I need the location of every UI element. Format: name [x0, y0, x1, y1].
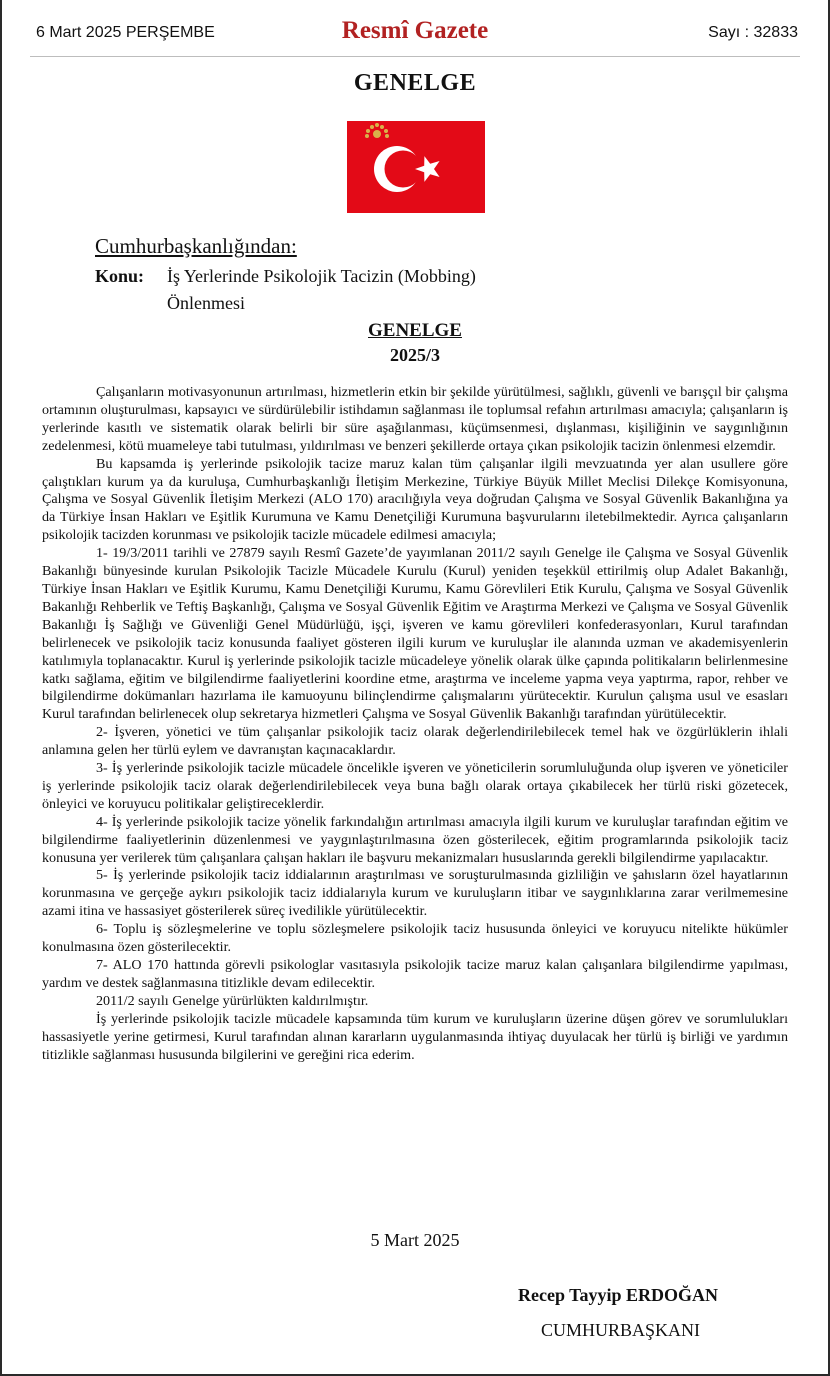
header-date: 6 Mart 2025 PERŞEMBE — [36, 24, 215, 41]
paragraph: 7- ALO 170 hattında görevli psikologlar vasıtasıyla psikolojik tacize maruz kalan çalışanlara bilgilendirme yapılması, yardım ve destek sağlanmasına titizlikle devam edilecektir. — [42, 957, 788, 991]
issue-number: Sayı : 32833 — [708, 24, 798, 41]
paragraph: Bu kapsamda iş yerlerinde psikolojik tacize maruz kalan tüm çalışanlar ilgili mevzuatında yer alan usullere göre çalıştıkları kurum ya da kuruluşa, Cumhurbaşkanlığı İletişim Merkezine, Türkiye Büyük Millet Meclisi Dilekçe Komisyonuna, Çalışma ve Sosyal Güvenlik İletişim Merkezi (ALO 170) aracılığıyla veya doğrudan Çalışma ve Sosyal Güvenlik Bakanlığına ya da Türkiye İnsan Hakları ve Eşitlik Kurumuna ve Kamu Denetçiliği Kurumuna başvurularını iletebilmektedir. Ayrıca çalışanların psikolojik tacizden korunması ve psikolojik tacizle mücadele edilmesi amacıyla; — [42, 455, 788, 544]
document-type-heading: GENELGE — [353, 70, 477, 96]
subject-text: İş Yerlerinde Psikolojik Tacizin (Mobbing) Önlenmesi — [167, 266, 476, 313]
page-edge-left — [0, 0, 2, 1376]
issuer: Cumhurbaşkanlığından: — [95, 234, 297, 258]
turkish-flag-emblem — [347, 121, 485, 213]
paragraph: 2- İşveren, yönetici ve tüm çalışanlar psikolojik taciz olarak değerlendirilebilecek temel hak ve özgürlüklerin ihlali anlamına gelen her türlü eylem ve davranıştan kaçınacaklardır. — [42, 724, 788, 759]
paragraph: 6- Toplu iş sözleşmelerine ve toplu sözleşmelere psikolojik taciz hususunda önleyici ve koruyucu nitelikte hükümler konulmasına özen gösterilecektir. — [42, 921, 788, 956]
gazette-title: Resmî Gazete — [341, 17, 489, 44]
paragraph: 5- İş yerlerinde psikolojik taciz iddialarının araştırılması ve soruşturulmasında gizliliğin ve şahısların özel hayatlarının korunmasına ve gerçeğe aykırı psikolojik taciz iddialarıyla kurum ve kuruluşların itibar ve saygınlıklarına zarar verilmemesine azami itina ve hassasiyet gösterilerek süreç ivedilikle yürütülecektir. — [42, 867, 788, 920]
circular-body — [42, 384, 788, 1064]
paragraph: Çalışanların motivasyonunun artırılması, hizmetlerin etkin bir şekilde yürütülmesi, sağlıklı, güvenli ve barışçıl bir çalışma ortamının oluşturulması, kapsayıcı ve sürdürülebilir istihdamın sağlanması ile toplumsal refahın artırılması amacıyla; çalışanların iş yerlerinde kasıtlı ve sistematik olarak belirli bir süre aşağılanması, küçümsenmesi, dışlanması, kişiliğinin ve saygınlığının zedelenmesi, kötü muameleye tabi tutulması, yıldırılması ve benzeri şekillerde ortaya çıkan psikolojik tacizin önlenmesi elzemdir. — [42, 384, 788, 454]
circular-date: 5 Mart 2025 — [370, 1230, 460, 1250]
circular-number: 2025/3 — [389, 345, 440, 365]
circular-title: GENELGE — [368, 320, 462, 341]
subject-label: Konu: — [95, 266, 145, 286]
paragraph: İş yerlerinde psikolojik tacizle mücadele kapsamında tüm kurum ve kuruluşların üzerine düşen görev ve sorumlulukları hassasiyetle yerine getirmesi, Kurul tarafından alınan kararların uygulanmasında ihtiyaç duyulacak her türlü iş birliği ve yardımın titizlikle sağlanması hususunda bilgilerini ve gereğini rica ederim. — [42, 1010, 788, 1063]
signer-title: CUMHURBAŞKANI — [541, 1320, 701, 1340]
paragraph: 2011/2 sayılı Genelge yürürlükten kaldırılmıştır. — [96, 992, 369, 1009]
header-divider — [30, 56, 800, 57]
paragraph: 1- 19/3/2011 tarihli ve 27879 sayılı Resmî Gazete’de yayımlanan 2011/2 sayılı Genelge ile Çalışma ve Sosyal Güvenlik Bakanlığı bünyesinde kurulan Psikolojik Tacizle Mücadele Kurulu (Kurul) yeniden teşekkül ettirilmiş olup Adalet Bakanlığı, Türkiye İnsan Hakları ve Eşitlik Kurumu, Kamu Denetçiliği Kurumu, Kamu Görevlileri Etik Kurulu, Çalışma ve Sosyal Güvenlik Bakanlığı Rehberlik ve Teftiş Başkanlığı, Çalışma ve Sosyal Güvenlik Eğitim ve Araştırma Merkezi ve Çalışma ve Sosyal Güvenlik Bakanlığı İş Sağlığı ve Güvenliği Genel Müdürlüğü, işçi, işveren ve kamu görevlileri konfederasyonları, Kurul tarafından belirlenecek ve psikolojik taciz konusunda faaliyet gösteren ilgili kurum ve kuruluşlar ile alanında uzman ve akademisyenlerin katılımıyla toplanacaktır. Kurul iş yerlerinde psikolojik tacizle mücadeleye yönelik olarak ülke çapında politikaların belirlenmesine katkı sağlama, eğitim ve bilgilendirme faaliyetlerini koordine etme, araştırma ve inceleme yapma veya yaptırma, rapor, rehber ve bilgilendirme dokümanları hazırlama ile kamuoyunu bilinçlendirme çalışmalarını yürütecektir. Kurulun çalışma usul ve esasları Kurul tarafından belirlenecek olup sekretarya hizmetleri Çalışma ve Sosyal Güvenlik Bakanlığı tarafından yürütülecektir. — [42, 545, 788, 723]
paragraph: 4- İş yerlerinde psikolojik tacize yönelik farkındalığın artırılması amacıyla ilgili kurum ve kuruluşlar tarafından eğitim ve bilgilendirme faaliyetlerinin düzenlenmesi ve yaygınlaştırılmasına özen gösterilecek, eğitim programlarında psikolojik taciz konusuna yer verilerek tüm çalışanlara çalışan hakları ile başvuru mekanizmaları hususlarında gerekli bilgilendirme yapılacaktır. — [42, 813, 788, 866]
paragraph: 3- İş yerlerinde psikolojik tacizle mücadele öncelikle işveren ve yöneticilerin sorumluluğunda olup işveren ve yöneticiler iş yerlerinde psikolojik taciz olarak değerlendirilebilecek veya buna bağlı olarak ortaya çıkabilecek her türlü riski gözetecek, önleyici ve koruyucu politikalar geliştireceklerdir. — [42, 760, 788, 812]
signer-name: Recep Tayyip ERDOĞAN — [518, 1285, 719, 1305]
